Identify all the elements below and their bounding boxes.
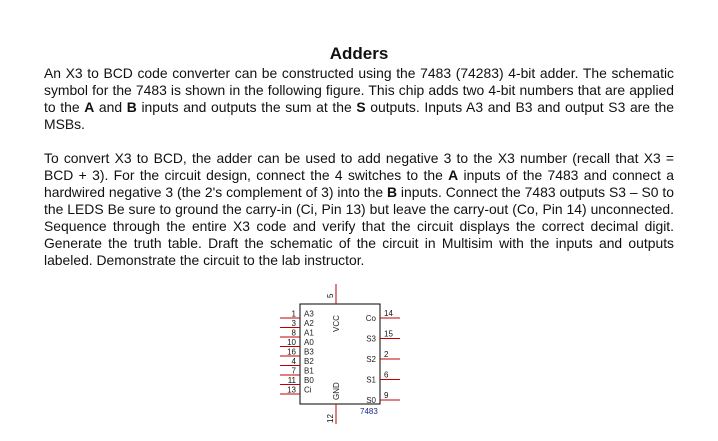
pin-number: 2	[384, 350, 389, 359]
pin-number: 1	[291, 309, 296, 319]
pin-label-b2: B2	[304, 357, 314, 366]
pin-number: 15	[384, 329, 393, 339]
pin-label-a3: A3	[304, 309, 314, 319]
bold-term: B	[126, 99, 137, 115]
pin-label-s1: S1	[366, 375, 376, 385]
pin-number: 16	[287, 347, 296, 357]
pin-number: 3	[291, 319, 296, 328]
pin-label-s3: S3	[366, 334, 376, 344]
pin-number: 10	[287, 338, 296, 347]
pin-number: 12	[326, 414, 335, 423]
intro-paragraph	[44, 65, 674, 133]
bold-term: S	[356, 99, 366, 115]
pin-label-vcc: VCC	[332, 315, 341, 332]
pin-number: 4	[291, 357, 296, 366]
pin-label-co: Co	[365, 314, 376, 323]
pin-number: 8	[291, 328, 296, 338]
chip-name: 7483	[360, 407, 378, 416]
bold-term: B	[386, 184, 398, 200]
adder-7483-schematic	[270, 284, 410, 434]
text-run: An X3 to BCD code converter can be constructed using the 7483 (74283) 4-bit adder. The schematic symbol for the 7483 is shown in the following figure. This chip adds two 4-bit numbers that are applied to the	[44, 65, 674, 115]
text-run: inputs. Connect the 7483 outputs S3 – S0 to the LEDS Be sure to ground the carry-in (Ci, Pin 13) but leave the carry-out (Co, Pin 14) unconnected. Sequence through the entire X3 code and verify that the circuit displays the correct decimal digit. Generate the truth table. Draft the schematic of the circuit in Multisim with the inputs and outputs labeled. Demonstrate the circuit to the lab instructor.	[44, 184, 674, 268]
pin-label-a0: A0	[304, 338, 314, 347]
pin-label-a2: A2	[304, 319, 314, 328]
pin-number: 5	[326, 293, 335, 298]
text-run: inputs and outputs the sum at the	[136, 99, 357, 115]
text-run: inputs of the 7483 and connect a hardwired negative 3 (the 2's complement of 3) into the	[44, 167, 674, 200]
pin-label-b1: B1	[304, 366, 314, 376]
pin-label-s2: S2	[366, 355, 376, 364]
pin-label-b3: B3	[304, 347, 314, 357]
text-run: and	[94, 99, 127, 115]
pin-number: 14	[384, 309, 393, 318]
pin-number: 6	[384, 370, 389, 380]
pin-number: 7	[291, 366, 296, 376]
text-run: To convert X3 to BCD, the adder can be used to add negative 3 to the X3 number (recall that X3 = BCD + 3). For the circuit design, connect the 4 switches to the	[44, 150, 674, 183]
instructions-paragraph	[44, 150, 674, 269]
pin-number: 11	[287, 376, 296, 385]
pin-label-a1: A1	[304, 328, 314, 338]
bold-term: A	[84, 99, 95, 115]
pin-label-gnd: GND	[332, 382, 341, 400]
bold-term: A	[448, 167, 459, 183]
page-title: Adders	[329, 44, 389, 63]
pin-number: 13	[287, 385, 296, 395]
text-run: outputs. Inputs A3 and B3 and output S3 are the MSBs.	[44, 99, 674, 132]
pin-label-s0: S0	[366, 396, 376, 405]
pin-label-ci: Ci	[304, 385, 312, 395]
pin-label-b0: B0	[304, 376, 314, 385]
pin-number: 9	[384, 391, 389, 400]
